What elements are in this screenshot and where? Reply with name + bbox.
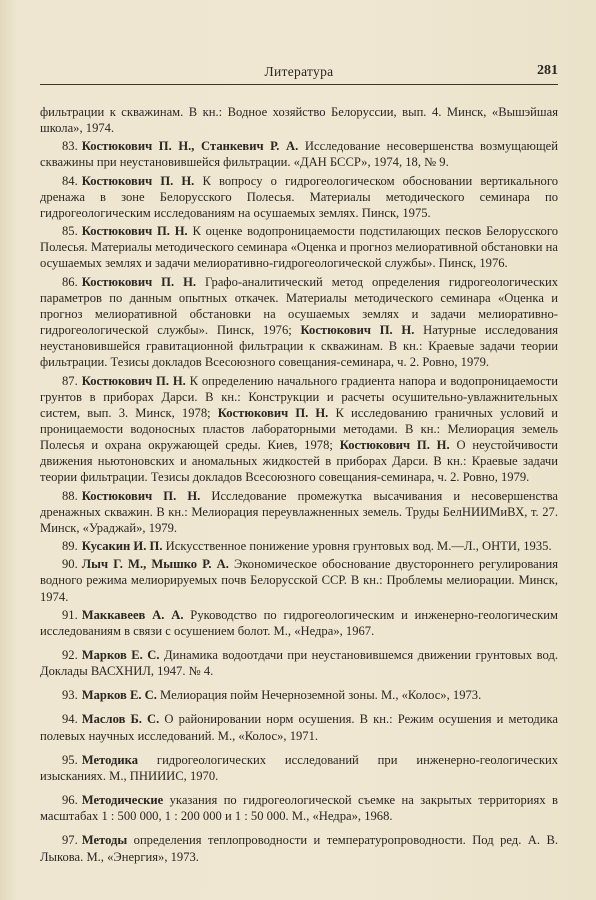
reference-text: Мелиорация пойм Нечерноземной зоны. М., «Колос», 1973. (156, 688, 482, 703)
reference-text: О неустойчивости движения ньютоновских и аномальных жидкостей в приборах Дарси. В кн.: Краевые задачи теории фильтрации. Тезисы докладов Всесоюзного совещания-семинара, ч. 2. Ровно, 1979. (40, 438, 559, 485)
reference-text: К вопросу о гидрогеологическом обосновании вертикального дренажа в зоне Белорусского Полесья. Материалы методического семинара по гидрогеологическим исследованиям на осушаемых землях. Пинск, 1975. (40, 173, 559, 220)
reference-text: Исследование несовершенства возмущающей скважины при неустановившейся фильтрации. «ДАН БССР», 1974, 18, № 9. (40, 139, 558, 170)
reference-author: Методы (81, 833, 128, 848)
reference-list (40, 104, 558, 867)
reference-text: фильтрации к скважинам. В кн.: Водное хозяйство Белоруссии, вып. 4. Минск, «Вышэйшая школа», 1974. (40, 105, 558, 136)
reference-author: Маслов Б. С. (81, 712, 160, 727)
reference-author: Костюкович П. Н. (81, 274, 197, 289)
reference-entry (40, 138, 558, 170)
reference-text: гидрогеологических исследований при инженерно-геологических изысканиях. М., ПНИИИС, 1970. (40, 752, 558, 783)
reference-entry (40, 832, 558, 864)
reference-entry (40, 223, 558, 271)
reference-number: 83. (62, 139, 78, 154)
reference-author: Методические (81, 793, 164, 808)
reference-text: Графо-аналитический метод определения гидрогеологических параметров по данным опытных откачек. Материалы методического семинара «Оценка и прогноз мелиоративной обстановки на осушаемых землях и задачи мелиоративно-гидрогеологической службы». Пинск, 1976; (40, 274, 559, 338)
reference-entry (40, 556, 558, 604)
running-head: Литература (264, 64, 334, 79)
reference-number: 87. (62, 373, 78, 388)
reference-entry (40, 373, 558, 486)
reference-entry (40, 647, 558, 679)
reference-entry (40, 173, 558, 221)
reference-entry (40, 711, 558, 743)
reference-text: О районировании норм осушения. В кн.: Режим осушения и методика полевых научных исследований. М., «Колос», 1971. (40, 712, 558, 743)
reference-number: 86. (62, 274, 78, 289)
reference-text: указания по гидрогеологической съемке на закрытых территориях в масштабах 1 : 500 000, 1 : 200 000 и 1 : 50 000. М., «Недра», 1968. (40, 793, 558, 824)
reference-author: Костюкович П. Н. (300, 323, 415, 338)
reference-number: 95. (62, 752, 78, 767)
reference-number: 97. (62, 833, 78, 848)
reference-author: Костюкович П. Н. (81, 488, 201, 503)
reference-author: Костюкович П. Н. (81, 373, 186, 388)
reference-number: 90. (62, 557, 78, 572)
reference-text: определения теплопроводности и температуропроводности. Под ред. А. В. Лыкова. М., «Энергия», 1973. (40, 833, 558, 864)
reference-author: Лыч Г. М., Мышко Р. А. (81, 557, 229, 572)
page-header (40, 62, 558, 85)
reference-number: 91. (62, 607, 78, 622)
reference-author: Костюкович П. Н. (81, 173, 195, 188)
reference-author: Костюкович П. Н. (81, 224, 188, 239)
reference-entry (40, 752, 558, 784)
reference-entry (40, 104, 558, 136)
reference-entry (40, 538, 558, 554)
reference-number: 89. (62, 539, 78, 554)
reference-author: Марков Е. С. (81, 688, 157, 703)
page-number: 281 (537, 63, 558, 78)
reference-author: Марков Е. С. (81, 648, 160, 662)
reference-entry (40, 488, 558, 536)
reference-text: К исследованию граничных условий и проницаемости водоносных пластов лабораторными методами. В кн.: Мелиорация земель Полесья и охрана окружающей среды. Киев, 1978; (40, 405, 558, 453)
reference-number: 88. (62, 488, 78, 503)
reference-number: 93. (62, 688, 78, 703)
reference-number: 96. (62, 793, 78, 808)
reference-text: Руководство по гидрогеологическим и инженерно-геологическим исследованиям в связи с осушением болот. М., «Недра», 1967. (40, 607, 559, 638)
reference-text: Натурные исследования неустановившейся гравитационной фильтрации к скважинам. В кн.: Краевые задачи теории фильтрации. Тезисы докладов Всесоюзного совещания-семинара, ч. 2. Ровно, 1979. (40, 323, 558, 370)
reference-author: Костюкович П. Н., Станкевич Р. А. (81, 139, 299, 154)
reference-author: Маккавеев А. А. (81, 607, 184, 622)
reference-text: Динамика водоотдачи при неустановившемся движении грунтовых вод. Доклады ВАСХНИЛ, 1947. № 4. (40, 648, 558, 679)
reference-entry (40, 274, 558, 371)
reference-text: Искусственное понижение уровня грунтовых вод. М.—Л., ОНТИ, 1935. (162, 539, 552, 554)
reference-text: К определению начального градиента напора и водопроницаемости грунтов в приборах Дарси. В кн.: Конструкции и расчеты осушительно-увлажнительных систем, вып. 3. Минск, 1978; (40, 373, 558, 420)
reference-text: Экономическое обоснование двустороннего регулирования водного режима мелиорируемых почв Белорусской ССР. В кн.: Проблемы мелиорации. Минск, 1974. (40, 557, 559, 604)
reference-entry (40, 687, 558, 703)
reference-author: Костюкович П. Н. (339, 438, 450, 453)
reference-author: Костюкович П. Н. (217, 405, 329, 420)
reference-number: 94. (62, 712, 78, 727)
reference-number: 92. (62, 648, 78, 662)
reference-author: Методика (81, 752, 139, 767)
reference-number: 84. (62, 173, 78, 188)
reference-text: К оценке водопроницаемости подстилающих песков Белорусского Полесья. Материалы методического семинара «Оценка и прогноз мелиоративной обстановки на осушаемых землях и задачи мелиоративно-гидрогеологической службы». Пинск, 1976. (40, 224, 559, 271)
reference-author: Кусакин И. П. (81, 539, 163, 554)
reference-entry (40, 792, 558, 824)
reference-entry (40, 607, 558, 639)
reference-number: 85. (62, 224, 78, 239)
reference-text: Исследование промежутка высачивания и несовершенства дренажных скважин. В кн.: Мелиорация переувлажненных земель. Труды БелНИИМиВХ, т. 27. Минск, «Ураджай», 1979. (40, 488, 558, 535)
